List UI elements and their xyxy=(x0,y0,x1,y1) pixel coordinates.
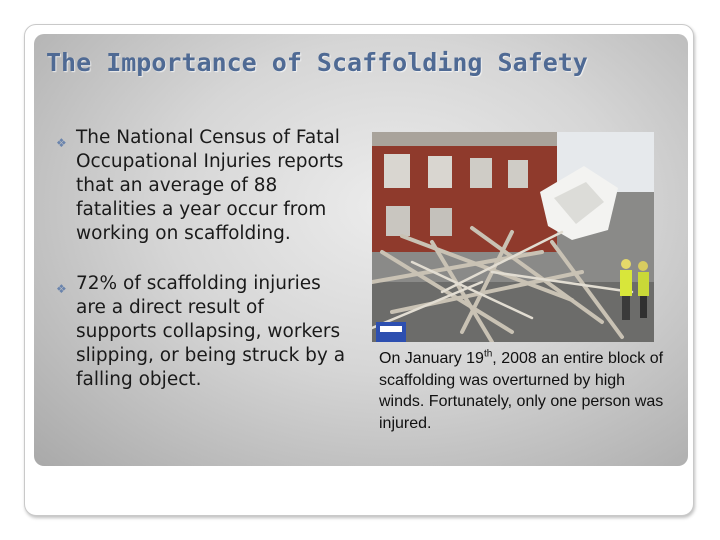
bullet-list xyxy=(58,126,350,418)
bullet-text: 72% of scaffolding injuries are a direct result of supports collapsing, workers slipping, or being struck by a falling object. xyxy=(76,273,346,390)
scaffolding-collapse-photo xyxy=(372,132,654,342)
bullet-item xyxy=(58,272,350,392)
bullet-item xyxy=(58,126,350,246)
bullet-text: The National Census of Fatal Occupational Injuries reports that an average of 88 fatalities a year occur from working on scaffolding. xyxy=(76,127,344,244)
bullet-marker-icon: ❖ xyxy=(56,282,67,296)
bullet-marker-icon: ❖ xyxy=(56,136,67,150)
caption-superscript: th xyxy=(483,348,493,360)
photo-caption xyxy=(379,348,669,434)
slide-title: The Importance of Scaffolding Safety xyxy=(46,48,588,77)
caption-text-start: On January 19 xyxy=(379,350,484,367)
caption-text-end: , 2008 an entire block of scaffolding was overturned by high winds. Fortunately, only one person was injured. xyxy=(379,350,664,432)
